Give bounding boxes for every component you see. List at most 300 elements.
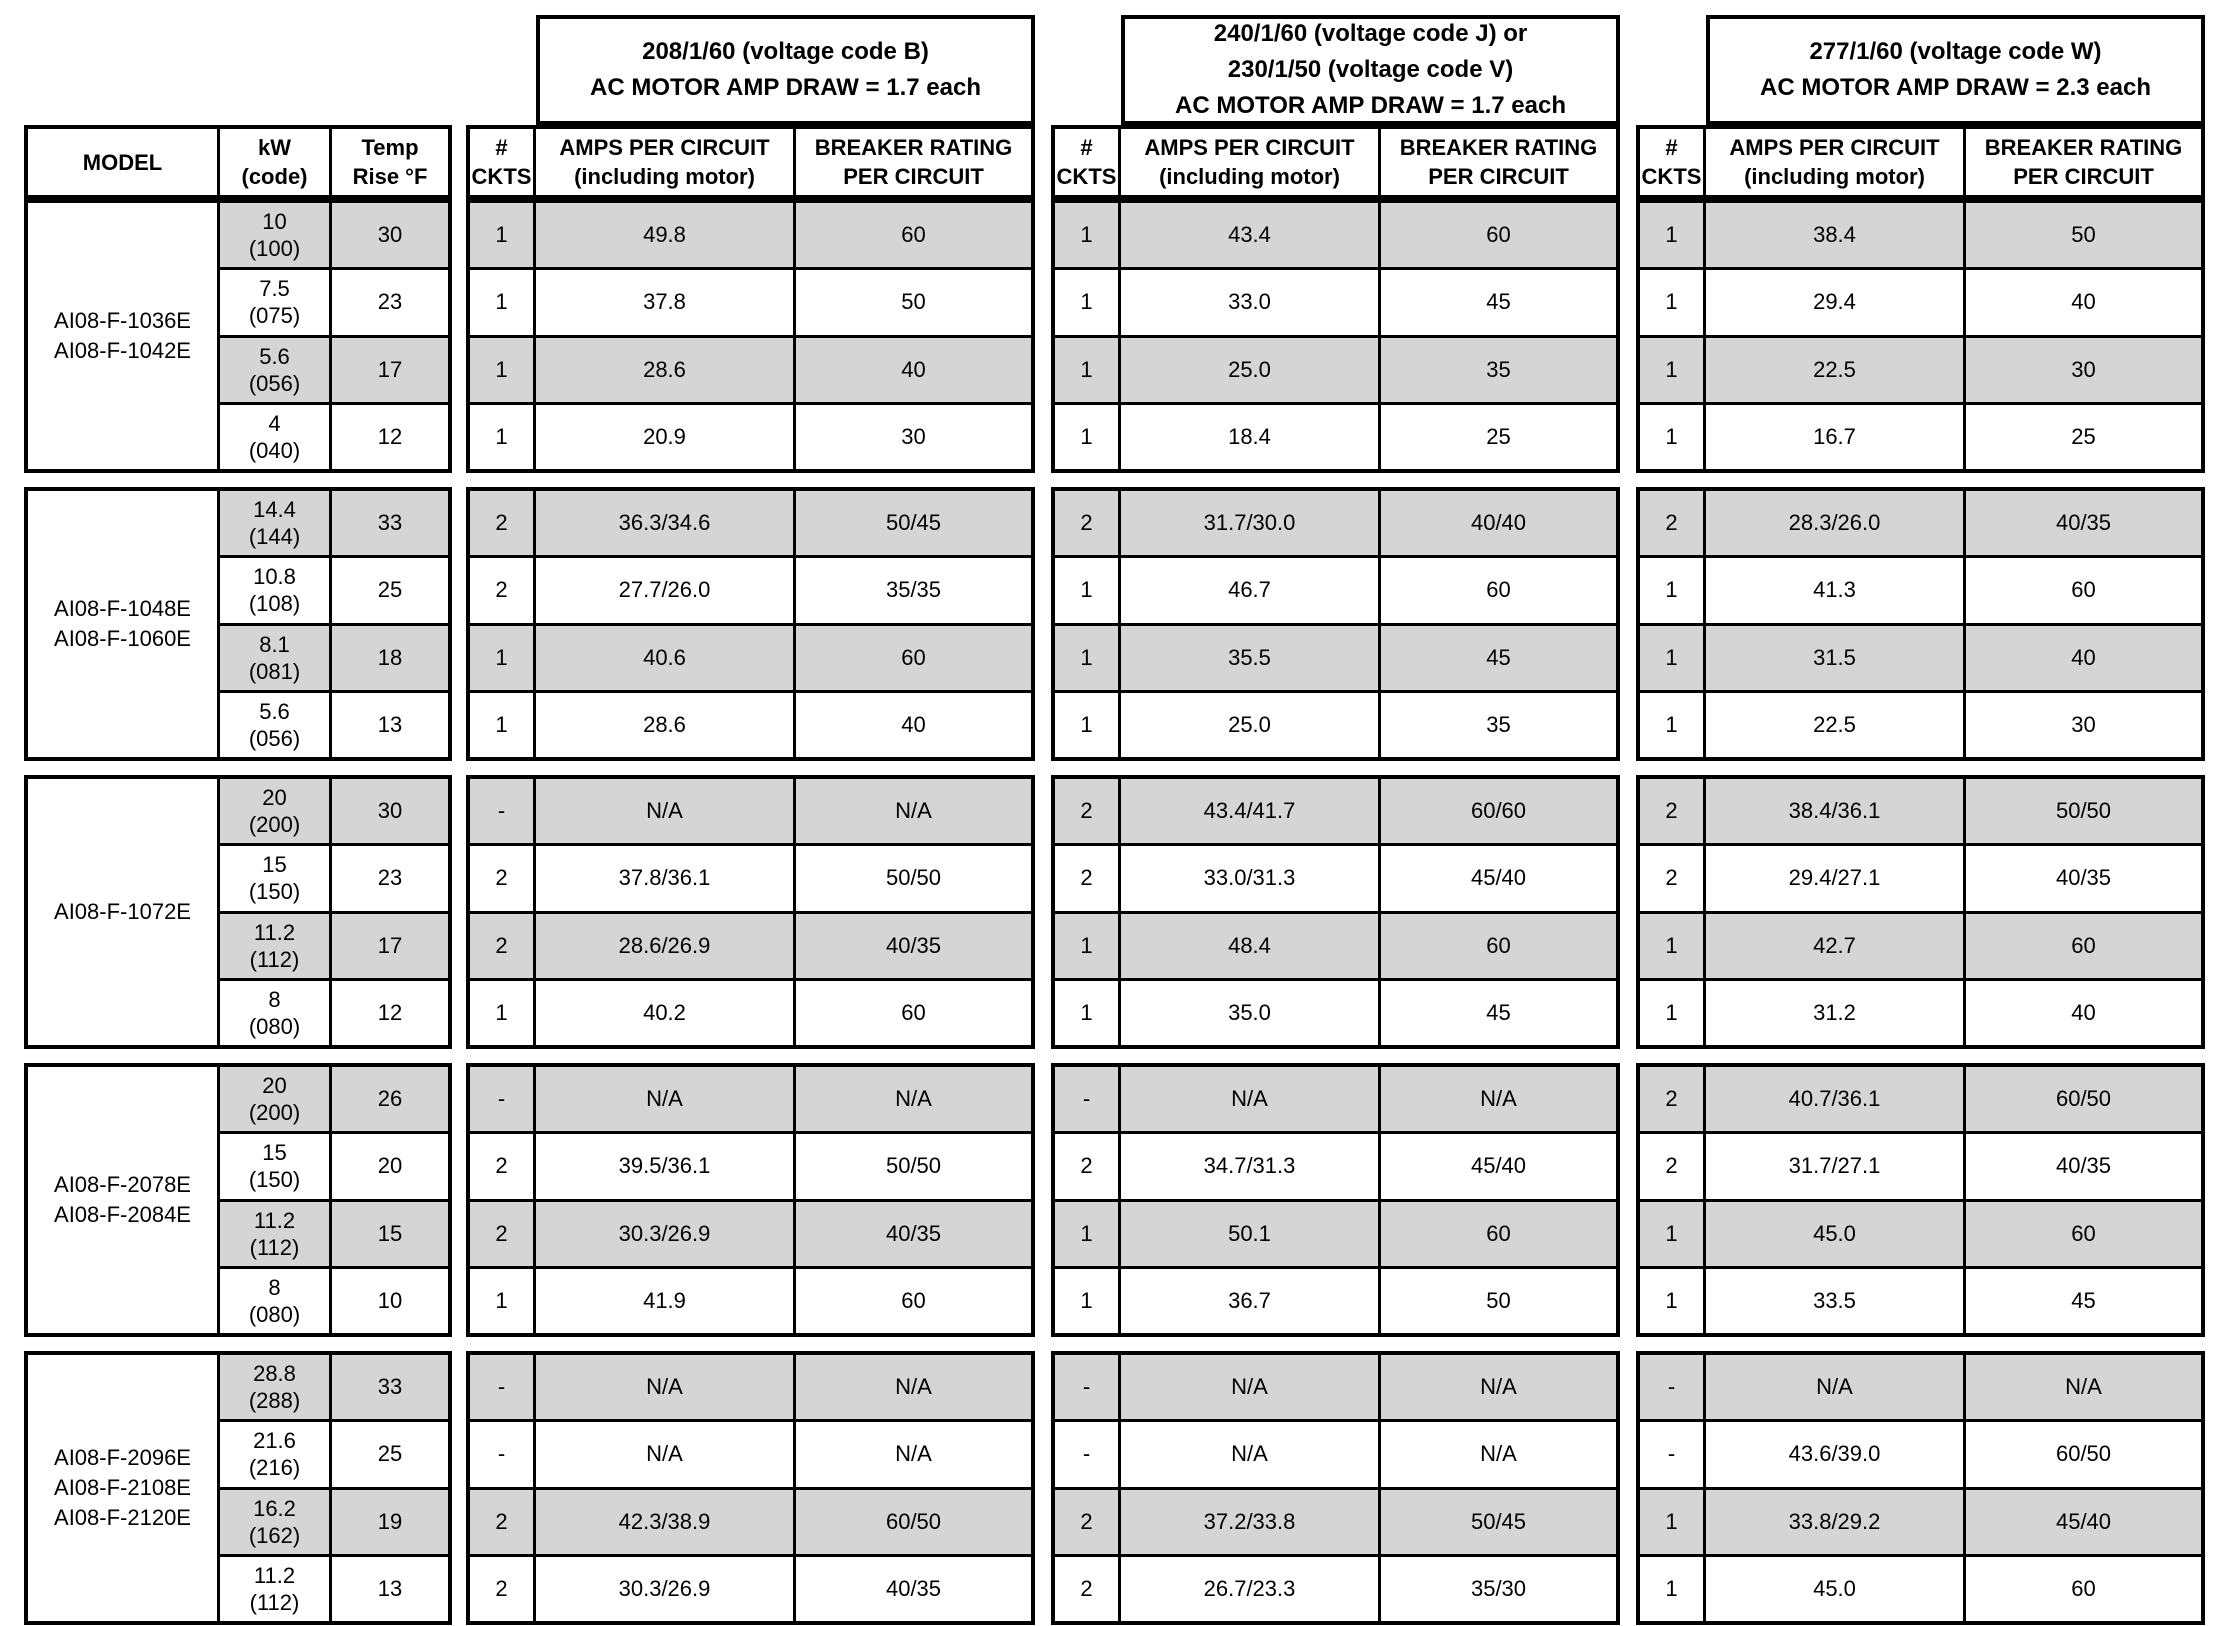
amps-value: 31.7/27.1 [1706, 1134, 1966, 1198]
amps-value: 40.7/36.1 [1706, 1067, 1966, 1131]
data-row [1055, 1554, 1616, 1621]
amps-value: 31.5 [1706, 626, 1966, 690]
ckts-value: 1 [470, 338, 536, 402]
motor-amp-draw-line: AC MOTOR AMP DRAW = 1.7 each [590, 74, 981, 101]
kw-value: 5.6 [259, 698, 290, 724]
ckts-value: 1 [1640, 981, 1706, 1045]
kw-temp-row [220, 1067, 448, 1131]
amps-value: 36.3/34.6 [536, 491, 796, 555]
kw-cell [220, 1269, 332, 1333]
kw-code: (112) [249, 1589, 300, 1615]
model-column-header: MODEL [28, 129, 220, 195]
model-group-1 [24, 199, 452, 473]
breaker-value: 60/50 [2055, 1441, 2112, 1467]
amps-value: 42.3/38.9 [536, 1490, 796, 1554]
breaker-value: 40/35 [885, 1575, 942, 1601]
kw-cell [220, 338, 332, 402]
ckts-value: 1 [1640, 1202, 1706, 1266]
kw-temp-row [220, 978, 448, 1045]
amps-value: 40.2 [536, 981, 796, 1045]
model-name: AI08-F-1042E [54, 338, 191, 363]
breaker-value: 60/50 [885, 1508, 942, 1534]
ckts-value: 1 [1055, 1269, 1121, 1333]
temp-value: 17 [377, 932, 403, 958]
breaker-value: 60 [901, 999, 926, 1025]
ckts-value: 1 [1640, 693, 1706, 757]
kw-code: (056) [248, 370, 301, 396]
amps-value: 34.7/31.3 [1121, 1134, 1381, 1198]
data-row [1055, 402, 1616, 469]
kw-value: 8.1 [259, 631, 290, 657]
ckts-value: 1 [1055, 203, 1121, 267]
temp-value: 17 [377, 356, 403, 382]
breaker-header-line: BREAKER RATING [1399, 135, 1598, 160]
amps-value: 31.2 [1706, 981, 1966, 1045]
ckts-value: 1 [1640, 405, 1706, 469]
kw-code: (150) [248, 879, 301, 905]
amps-value: 22.5 [1706, 338, 1966, 402]
ckts-value: - [1640, 1422, 1706, 1486]
voltage-group-header-240-230 [1121, 15, 1620, 125]
ckts-value: 1 [1055, 626, 1121, 690]
amps-value: 25.0 [1121, 338, 1381, 402]
amps-value: 30.3/26.9 [536, 1202, 796, 1266]
breaker-value: 45/40 [1470, 865, 1527, 891]
amps-value: N/A [1706, 1355, 1966, 1419]
breaker-value: 60 [2071, 1575, 2096, 1601]
ckts-column-header [1640, 129, 1706, 195]
ckts-column-header [1055, 129, 1121, 195]
data-row [1055, 491, 1616, 555]
data-row [1055, 1199, 1616, 1266]
data-row [470, 779, 1031, 843]
breaker-value: 40/35 [2055, 510, 2112, 536]
amps-value: 39.5/36.1 [536, 1134, 796, 1198]
breaker-value: 60 [1486, 222, 1511, 248]
column-header-section-1 [466, 125, 1035, 199]
kw-temp-row [220, 267, 448, 334]
breaker-value: 60 [2071, 577, 2096, 603]
breaker-value: 30 [2071, 711, 2096, 737]
ckts-column-header [470, 129, 536, 195]
kw-temp-row [220, 1131, 448, 1198]
amps-value: 50.1 [1121, 1202, 1381, 1266]
model-name: AI08-F-2108E [54, 1475, 191, 1500]
group-1-section-240 [1051, 199, 1620, 473]
amps-value: 33.5 [1706, 1269, 1966, 1333]
kw-temp-row [220, 843, 448, 910]
kw-header-line: (code) [241, 164, 308, 189]
kw-value: 20 [262, 1073, 287, 1099]
breaker-value: 35/30 [1470, 1575, 1527, 1601]
group-2-section-208 [466, 487, 1035, 761]
breaker-value: N/A [1480, 1374, 1517, 1400]
breaker-value: N/A [895, 798, 932, 824]
amps-value: 16.7 [1706, 405, 1966, 469]
amps-value: 38.4/36.1 [1706, 779, 1966, 843]
breaker-value: 35 [1486, 711, 1511, 737]
temp-value: 26 [377, 1086, 403, 1112]
kw-temp-row [220, 1266, 448, 1333]
temp-value: 13 [377, 1575, 403, 1601]
amps-value: 28.3/26.0 [1706, 491, 1966, 555]
kw-cell [220, 1134, 332, 1198]
model-name: AI08-F-1036E [54, 308, 191, 333]
kw-temp-row [220, 491, 448, 555]
kw-cell [220, 693, 332, 757]
kw-value: 28.8 [253, 1361, 296, 1387]
kw-code: (162) [248, 1522, 301, 1548]
temp-value: 13 [377, 711, 403, 737]
ckts-value: 2 [1055, 1557, 1121, 1621]
group-3-section-277 [1636, 775, 2205, 1049]
kw-cell [220, 558, 332, 622]
model-group-5 [24, 1351, 452, 1625]
amps-value: 38.4 [1706, 203, 1966, 267]
data-row [1640, 843, 2201, 910]
kw-code: (100) [248, 236, 301, 262]
data-row [470, 1199, 1031, 1266]
breaker-value: 50/50 [885, 865, 942, 891]
group-4-section-208 [466, 1063, 1035, 1337]
amps-value: 41.3 [1706, 558, 1966, 622]
breaker-value: 40 [2071, 644, 2096, 670]
temp-value: 23 [377, 865, 403, 891]
amps-header-line: (including motor) [1159, 164, 1340, 189]
ckts-value: 1 [1640, 1557, 1706, 1621]
breaker-value: 50 [901, 289, 926, 315]
data-row [1055, 690, 1616, 757]
amps-value: 37.8 [536, 270, 796, 334]
kw-temp-row [220, 203, 448, 267]
amps-header-line: AMPS PER CIRCUIT [1729, 135, 1940, 160]
amps-value: N/A [1121, 1355, 1381, 1419]
voltage-group-header-277 [1706, 15, 2205, 125]
breaker-value: 60 [901, 644, 926, 670]
kw-code: (288) [248, 1388, 301, 1414]
data-row [470, 623, 1031, 690]
kw-code: (056) [248, 725, 301, 751]
kw-value: 11.2 [253, 1562, 296, 1588]
temp-value: 12 [377, 999, 403, 1025]
data-row [1055, 623, 1616, 690]
amps-value: 33.0/31.3 [1121, 846, 1381, 910]
data-row [1055, 911, 1616, 978]
amps-value: 33.0 [1121, 270, 1381, 334]
data-row [470, 1355, 1031, 1419]
kw-temp-row [220, 402, 448, 469]
amps-value: N/A [1121, 1422, 1381, 1486]
breaker-value: 40 [2071, 289, 2096, 315]
voltage-line: 208/1/60 (voltage code B) [642, 38, 929, 65]
amps-value: 18.4 [1121, 405, 1381, 469]
breaker-value: 40/35 [885, 932, 942, 958]
data-row [470, 267, 1031, 334]
temp-header-line: Rise °F [352, 164, 428, 189]
data-row [1055, 843, 1616, 910]
group-1-section-277 [1636, 199, 2205, 473]
breaker-column-header [1966, 129, 2201, 195]
kw-temp-row [220, 690, 448, 757]
temp-value: 25 [377, 1441, 403, 1467]
ckts-value: 1 [1640, 203, 1706, 267]
kw-code: (200) [248, 1100, 301, 1126]
kw-temp-row [220, 1199, 448, 1266]
kw-value: 14.4 [253, 497, 296, 523]
kw-code: (112) [249, 946, 300, 972]
breaker-value: 45/40 [2055, 1508, 2112, 1534]
group-2-section-277 [1636, 487, 2205, 761]
breaker-value: 50/45 [885, 510, 942, 536]
ckts-value: 2 [1055, 846, 1121, 910]
breaker-value: 30 [2071, 356, 2096, 382]
kw-temp-row [220, 1487, 448, 1554]
ckts-value: 2 [1055, 491, 1121, 555]
ckts-value: 2 [470, 846, 536, 910]
amps-value: N/A [536, 1422, 796, 1486]
kw-value: 10 [262, 209, 287, 235]
kw-cell [220, 203, 332, 267]
amps-value: 33.8/29.2 [1706, 1490, 1966, 1554]
ckts-value: 2 [1055, 1490, 1121, 1554]
kw-code: (040) [248, 437, 301, 463]
kw-temp-row [220, 1554, 448, 1621]
ckts-header-line: # [1665, 135, 1678, 160]
model-name: AI08-F-2078E [54, 1172, 191, 1197]
amps-value: 28.6/26.9 [536, 914, 796, 978]
column-header-section-3 [1636, 125, 2205, 199]
breaker-value: 30 [901, 423, 926, 449]
data-row [470, 402, 1031, 469]
kw-cell [220, 1202, 332, 1266]
breaker-value: 50/50 [2055, 798, 2112, 824]
model-name: AI08-F-1048E [54, 596, 191, 621]
motor-amp-draw-line: AC MOTOR AMP DRAW = 2.3 each [1760, 74, 2151, 101]
data-row [470, 1131, 1031, 1198]
kw-value: 15 [262, 852, 287, 878]
ckts-value: 2 [470, 1557, 536, 1621]
voltage-line: 230/1/50 (voltage code V) [1227, 56, 1514, 83]
amps-value: 20.9 [536, 405, 796, 469]
ckts-value: 1 [470, 626, 536, 690]
temp-value: 10 [377, 1287, 403, 1313]
ckts-value: 2 [470, 1202, 536, 1266]
temp-value: 23 [377, 289, 403, 315]
kw-header-line: kW [258, 135, 291, 160]
breaker-value: 45/40 [1470, 1153, 1527, 1179]
ckts-value: 2 [1055, 1134, 1121, 1198]
kw-cell [220, 1422, 332, 1486]
ckts-value: - [470, 779, 536, 843]
data-row [470, 978, 1031, 1045]
kw-value: 15 [262, 1140, 287, 1166]
amps-value: 43.6/39.0 [1706, 1422, 1966, 1486]
data-row [470, 843, 1031, 910]
ckts-value: 1 [470, 981, 536, 1045]
model-group-3 [24, 775, 452, 1049]
model-name: AI08-F-2096E [54, 1445, 191, 1470]
kw-cell [220, 779, 332, 843]
data-row [1640, 555, 2201, 622]
ckts-value: 1 [470, 203, 536, 267]
table-grid [24, 15, 2205, 1625]
breaker-value: 40/35 [2055, 865, 2112, 891]
breaker-value: 40/35 [2055, 1153, 2112, 1179]
model-name: AI08-F-2084E [54, 1202, 191, 1227]
model-group-4 [24, 1063, 452, 1337]
breaker-value: 35 [1486, 356, 1511, 382]
ckts-value: - [1640, 1355, 1706, 1419]
motor-amp-draw-line: AC MOTOR AMP DRAW = 1.7 each [1175, 92, 1566, 119]
amps-column-header [536, 129, 796, 195]
data-row [1055, 1131, 1616, 1198]
amps-value: 45.0 [1706, 1202, 1966, 1266]
kw-code: (080) [248, 1301, 301, 1327]
model-name: AI08-F-1072E [54, 899, 191, 924]
ckts-value: 1 [1055, 693, 1121, 757]
data-row [1640, 779, 2201, 843]
model-names [28, 203, 220, 469]
ckts-header-line: # [495, 135, 508, 160]
ckts-value: 1 [1055, 1202, 1121, 1266]
kw-code: (200) [248, 812, 301, 838]
amps-value: 27.7/26.0 [536, 558, 796, 622]
kw-code: (112) [249, 1234, 300, 1260]
ckts-value: 1 [1055, 914, 1121, 978]
breaker-header-line: BREAKER RATING [814, 135, 1013, 160]
data-row [1640, 335, 2201, 402]
breaker-value: 45 [1486, 289, 1511, 315]
breaker-value: N/A [895, 1374, 932, 1400]
model-names [28, 779, 220, 1045]
model-name: AI08-F-1060E [54, 626, 191, 651]
amps-value: 35.0 [1121, 981, 1381, 1045]
data-row [1055, 1419, 1616, 1486]
amps-value: N/A [1121, 1067, 1381, 1131]
data-row [1640, 1355, 2201, 1419]
kw-value: 11.2 [253, 1207, 296, 1233]
kw-value: 21.6 [253, 1428, 296, 1454]
breaker-value: 50/45 [1470, 1508, 1527, 1534]
ckts-value: 2 [470, 1134, 536, 1198]
data-row [1055, 335, 1616, 402]
data-row [470, 690, 1031, 757]
data-row [470, 1554, 1031, 1621]
kw-cell [220, 1490, 332, 1554]
ckts-value: - [470, 1422, 536, 1486]
breaker-value: 60/50 [2055, 1086, 2112, 1112]
ckts-value: 1 [1055, 981, 1121, 1045]
kw-code: (216) [248, 1455, 301, 1481]
ckts-value: 1 [1055, 270, 1121, 334]
amps-column-header [1706, 129, 1966, 195]
ckts-value: - [470, 1355, 536, 1419]
kw-cell [220, 981, 332, 1045]
amps-header-line: (including motor) [1744, 164, 1925, 189]
data-row [1640, 491, 2201, 555]
temp-value: 20 [377, 1153, 403, 1179]
data-row [1055, 1266, 1616, 1333]
data-row [1640, 1067, 2201, 1131]
kw-cell [220, 626, 332, 690]
breaker-value: 40 [901, 711, 926, 737]
temp-value: 30 [377, 798, 403, 824]
temp-value: 15 [377, 1220, 403, 1246]
ckts-value: 2 [470, 491, 536, 555]
kw-value: 10.8 [253, 564, 296, 590]
amps-value: 41.9 [536, 1269, 796, 1333]
ckts-value: 2 [1640, 491, 1706, 555]
ckts-value: 1 [1640, 558, 1706, 622]
data-row [1055, 555, 1616, 622]
kw-cell [220, 491, 332, 555]
breaker-header-line: PER CIRCUIT [1428, 164, 1569, 189]
kw-temp-row [220, 555, 448, 622]
group-5-section-240 [1051, 1351, 1620, 1625]
kw-temp-row [220, 1419, 448, 1486]
breaker-value: 45 [2071, 1287, 2096, 1313]
ckts-value: - [1055, 1422, 1121, 1486]
breaker-header-line: PER CIRCUIT [843, 164, 984, 189]
breaker-value: N/A [2065, 1374, 2102, 1400]
amps-value: 37.2/33.8 [1121, 1490, 1381, 1554]
kw-cell [220, 270, 332, 334]
column-header-section-2 [1051, 125, 1620, 199]
data-row [1055, 978, 1616, 1045]
data-row [1055, 267, 1616, 334]
model-names [28, 1355, 220, 1621]
data-row [1640, 1131, 2201, 1198]
ckts-value: 1 [1055, 405, 1121, 469]
kw-temp-row [220, 779, 448, 843]
amps-value: 43.4/41.7 [1121, 779, 1381, 843]
kw-code: (108) [248, 591, 301, 617]
temp-rise-column-header [332, 129, 448, 195]
amps-header-line: (including motor) [574, 164, 755, 189]
breaker-value: 60 [1486, 577, 1511, 603]
ckts-value: 2 [1640, 779, 1706, 843]
ckts-value: 1 [1640, 914, 1706, 978]
ckts-header-line: # [1080, 135, 1093, 160]
breaker-value: 45 [1486, 644, 1511, 670]
breaker-value: 60/60 [1470, 798, 1527, 824]
group-1-section-208 [466, 199, 1035, 473]
data-row [470, 203, 1031, 267]
breaker-value: N/A [1480, 1441, 1517, 1467]
breaker-value: 40 [901, 356, 926, 382]
amps-value: 40.6 [536, 626, 796, 690]
data-row [1640, 1554, 2201, 1621]
kw-column-header [220, 129, 332, 195]
breaker-value: 50/50 [885, 1153, 942, 1179]
ckts-value: 1 [1640, 626, 1706, 690]
amps-value: 48.4 [1121, 914, 1381, 978]
ckts-value: 1 [470, 1269, 536, 1333]
data-row [1055, 1067, 1616, 1131]
data-row [470, 1067, 1031, 1131]
data-row [470, 555, 1031, 622]
amps-value: N/A [536, 779, 796, 843]
group-3-section-240 [1051, 775, 1620, 1049]
data-row [1055, 203, 1616, 267]
breaker-value: 60 [2071, 932, 2096, 958]
ckts-value: - [1055, 1355, 1121, 1419]
amps-value: N/A [536, 1355, 796, 1419]
kw-code: (150) [248, 1167, 301, 1193]
ckts-value: 1 [1640, 270, 1706, 334]
amps-value: 36.7 [1121, 1269, 1381, 1333]
breaker-value: 45 [1486, 999, 1511, 1025]
